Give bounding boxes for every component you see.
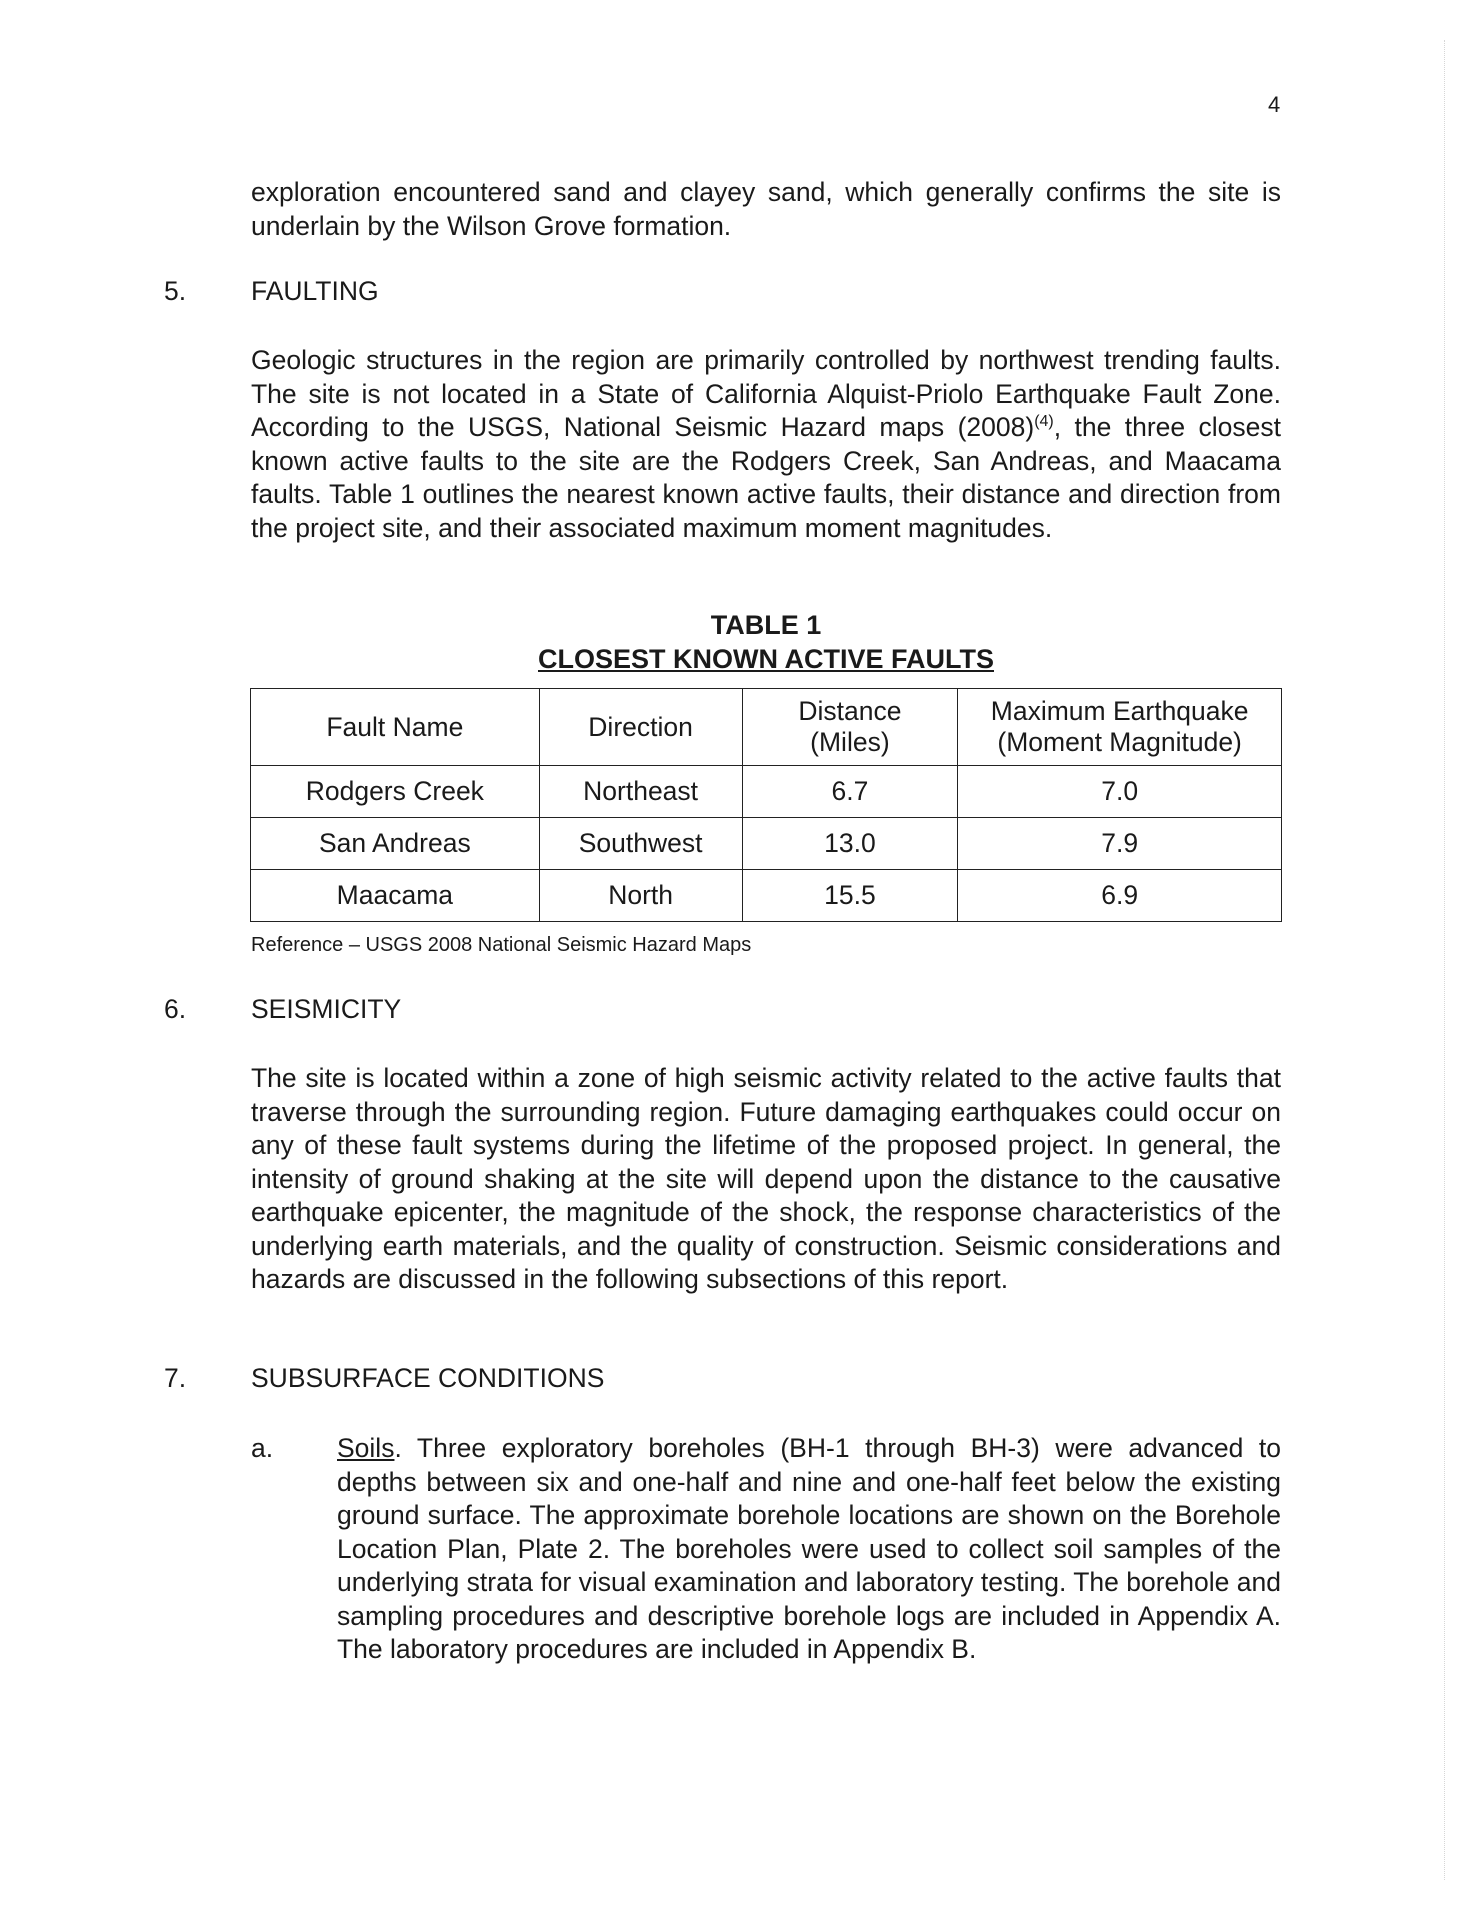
table-caption-number: TABLE 1 — [710, 610, 822, 640]
cell-distance: 15.5 — [742, 870, 958, 922]
table-row — [251, 766, 1282, 818]
section-number: 7. — [164, 1363, 187, 1393]
soils-heading: Soils — [337, 1433, 395, 1463]
faulting-text-part1: Geologic structures in the region are primarily controlled by northwest trending faults. The site is not located in a State of California Alquist-Priolo Earthquake Fault Zone. According to the USGS, National Seismic Hazard maps (2008) — [251, 345, 1281, 442]
seismicity-paragraph: The site is located within a zone of high seismic activity related to the active faults that traverse through the surrounding region. Future damaging earthquakes could occur on any of these fault systems during the lifetime of the proposed project. In general, the intensity of ground shaking at the site will depend upon the distance to the causative earthquake epicenter, the magnitude of the shock, the response characteristics of the underlying earth materials, and the quality of construction. Seismic considerations and hazards are discussed in the following subsections of this report. — [251, 1063, 1281, 1294]
table-header-row — [251, 689, 1282, 766]
header-distance-line1: Distance — [798, 696, 902, 726]
cell-direction: North — [539, 870, 742, 922]
intro-paragraph: exploration encountered sand and clayey sand, which generally confirms the site is underlain by the Wilson Grove formation. — [251, 177, 1281, 241]
table-row — [251, 870, 1282, 922]
header-magnitude-line2: (Moment Magnitude) — [997, 727, 1242, 757]
cell-distance: 6.7 — [742, 766, 958, 818]
cell-fault: Maacama — [251, 870, 540, 922]
cell-fault: Rodgers Creek — [251, 766, 540, 818]
reference-superscript: (4) — [1034, 413, 1054, 431]
subsection-letter: a. — [251, 1433, 274, 1463]
table-caption-title: CLOSEST KNOWN ACTIVE FAULTS — [538, 644, 994, 674]
section-number: 5. — [164, 276, 187, 306]
faulting-paragraph — [251, 344, 1281, 545]
section-title: SEISMICITY — [251, 994, 402, 1024]
table-reference: Reference – USGS 2008 National Seismic Hazard Maps — [251, 934, 752, 956]
page-number: 4 — [1268, 92, 1281, 117]
cell-direction: Southwest — [539, 818, 742, 870]
table-row — [251, 818, 1282, 870]
header-magnitude-line1: Maximum Earthquake — [990, 696, 1249, 726]
cell-magnitude: 7.0 — [958, 766, 1282, 818]
faults-table — [250, 688, 1282, 922]
cell-direction: Northeast — [539, 766, 742, 818]
section-title: FAULTING — [251, 276, 379, 306]
header-distance-line2: (Miles) — [810, 727, 890, 757]
cell-fault: San Andreas — [251, 818, 540, 870]
table-caption — [251, 608, 1281, 676]
cell-distance: 13.0 — [742, 818, 958, 870]
section-number: 6. — [164, 994, 187, 1024]
scan-edge — [1444, 40, 1446, 1880]
soils-paragraph — [337, 1432, 1281, 1667]
header-distance — [742, 689, 958, 766]
soils-text: . Three exploratory boreholes (BH-1 through BH-3) were advanced to depths between six and one-half and nine and one-half feet below the existing ground surface. The approximate borehole locations are shown on the Borehole Location Plan, Plate 2. The boreholes were used to collect soil samples of the underlying strata for visual examination and laboratory testing. The borehole and sampling procedures and descriptive borehole logs are included in Appendix A. The laboratory procedures are included in Appendix B. — [337, 1433, 1281, 1664]
cell-magnitude: 7.9 — [958, 818, 1282, 870]
header-magnitude — [958, 689, 1282, 766]
section-title: SUBSURFACE CONDITIONS — [251, 1363, 605, 1393]
header-direction: Direction — [539, 689, 742, 766]
header-fault-name: Fault Name — [251, 689, 540, 766]
cell-magnitude: 6.9 — [958, 870, 1282, 922]
faulting-text-part2: , the three closest known active faults to the site are the Rodgers Creek, San Andreas, and Maacama faults. Table 1 outlines the nearest known active faults, their distance and direction from the project site, and their associated maximum moment magnitudes. — [251, 412, 1281, 543]
